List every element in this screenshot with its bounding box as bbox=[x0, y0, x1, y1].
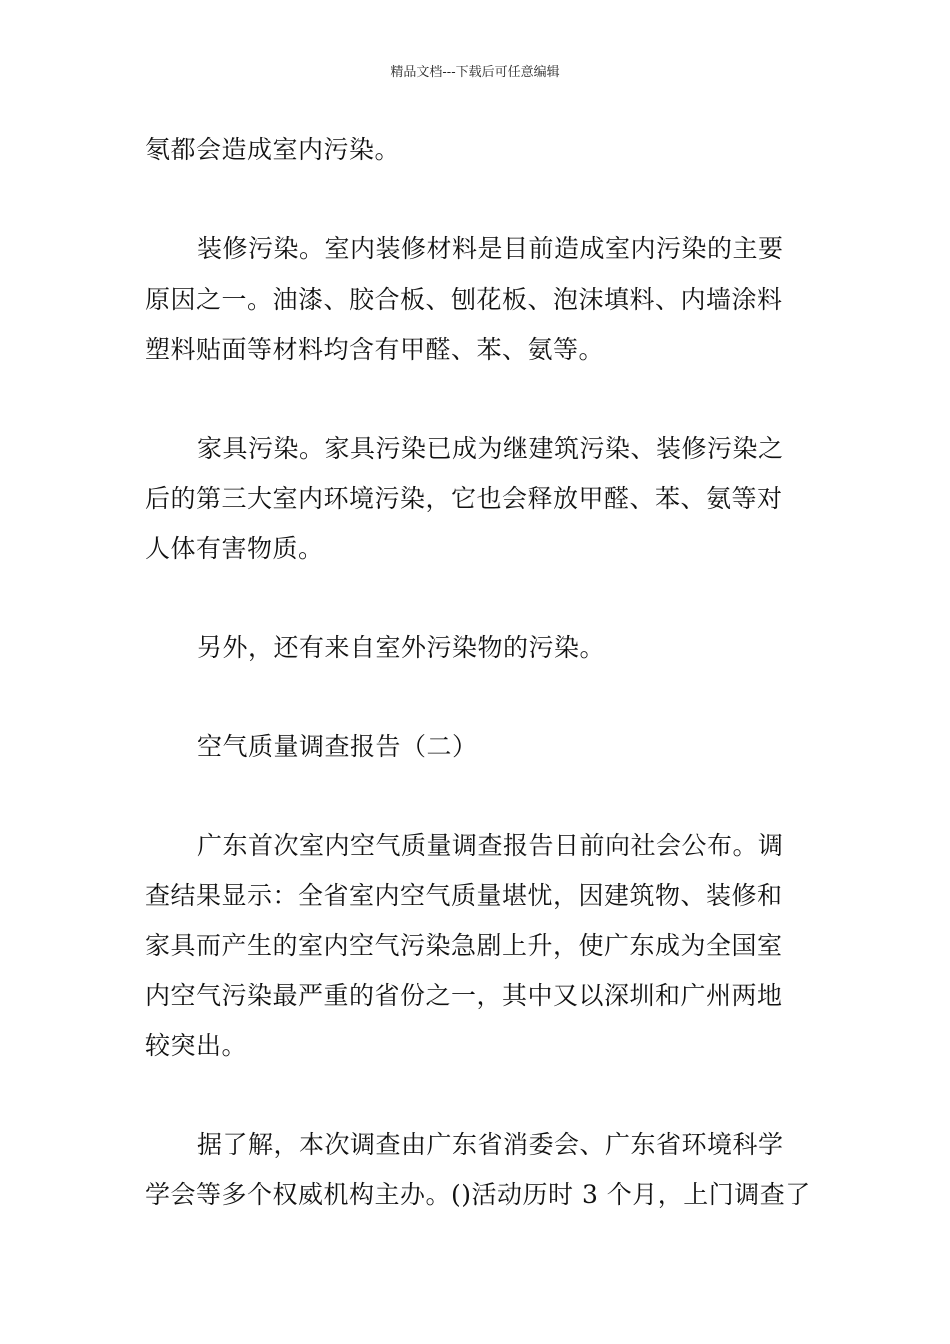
text-line: 原因之一。油漆、胶合板、刨花板、泡沫填料、内墙涂料 bbox=[145, 285, 783, 314]
text-line: 较突出。 bbox=[145, 1031, 248, 1060]
text-line: 装修污染。室内装修材料是目前造成室内污染的主要 bbox=[197, 234, 784, 263]
text-line: 另外，还有来自室外污染物的污染。 bbox=[197, 633, 606, 662]
text-line: 广东首次室内空气质量调查报告日前向社会公布。调 bbox=[197, 831, 784, 860]
text-line: 据了解，本次调查由广东省消委会、广东省环境科学 bbox=[197, 1130, 784, 1159]
text-line: 学会等多个权威机构主办。()活动历时 3 个月，上门调查了 bbox=[145, 1180, 811, 1209]
text-line: 查结果显示：全省室内空气质量堪忧，因建筑物、装修和 bbox=[145, 881, 783, 910]
section-heading: 空气质量调查报告（二） bbox=[197, 732, 478, 761]
text-line: 后的第三大室内环境污染，它也会释放甲醛、苯、氨等对 bbox=[145, 484, 783, 513]
text-line: 塑料贴面等材料均含有甲醛、苯、氨等。 bbox=[145, 335, 605, 364]
page-header: 精品文档---下载后可任意编辑 bbox=[390, 65, 560, 80]
text-line: 人体有害物质。 bbox=[145, 534, 324, 563]
text-line: 家具而产生的室内空气污染急剧上升，使广东成为全国室 bbox=[145, 931, 783, 960]
text-line: 氡都会造成室内污染。 bbox=[145, 135, 401, 164]
text-line: 家具污染。家具污染已成为继建筑污染、装修污染之 bbox=[197, 434, 784, 463]
text-line: 内空气污染最严重的省份之一，其中又以深圳和广州两地 bbox=[145, 981, 783, 1010]
